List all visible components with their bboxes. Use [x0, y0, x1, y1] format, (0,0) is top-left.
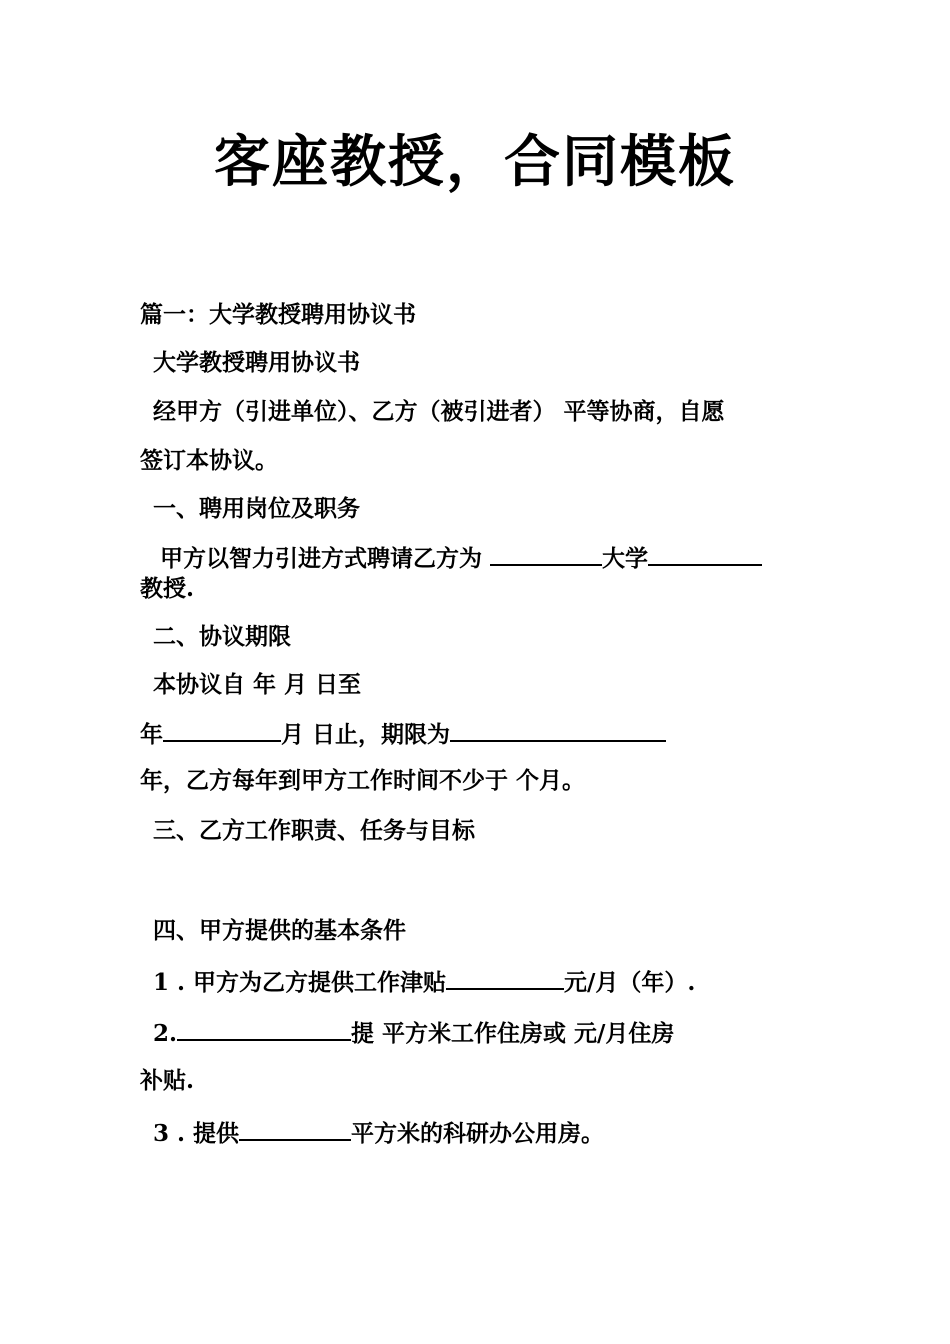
- s2-line2-b: 月 日止，期限为: [281, 721, 451, 748]
- item-1: [153, 966, 695, 998]
- blank-line: [177, 1017, 351, 1041]
- item-2-a: 2.: [153, 1020, 178, 1047]
- item-2-b: 提 平方米工作住房或 元/月住房: [351, 1020, 675, 1047]
- item-3-b: 平方米的科研办公用房。: [351, 1120, 605, 1147]
- item-2-end: 补贴.: [140, 1067, 195, 1094]
- section-2-line-2: [140, 718, 666, 750]
- blank-line: [450, 718, 666, 742]
- blank-line: [446, 966, 564, 990]
- section-3-heading: 三、乙方工作职责、任务与目标: [153, 817, 475, 844]
- intro-line-1: 经甲方（引进单位）、乙方（被引进者） 平等协商，自愿: [153, 398, 725, 425]
- section-2-line-3: 年，乙方每年到甲方工作时间不少于 个月。: [140, 767, 586, 794]
- s1-text-a: 甲方以智力引进方式聘请乙方为: [160, 545, 482, 572]
- sub-title: 大学教授聘用协议书: [153, 349, 360, 376]
- item-3: [153, 1117, 604, 1149]
- document-title: 客座教授，合同模板: [214, 130, 736, 195]
- section-2-heading: 二、协议期限: [153, 623, 291, 650]
- item-2: [153, 1017, 674, 1049]
- section-4-heading: 四、甲方提供的基本条件: [153, 917, 406, 944]
- section-1-heading: 一、聘用岗位及职务: [153, 495, 360, 522]
- intro-line-2: 签订本协议。: [140, 447, 278, 474]
- blank-line: [163, 718, 281, 742]
- section-1-text: [160, 542, 762, 574]
- item-1-a: 1 . 甲方为乙方提供工作津贴: [153, 969, 447, 996]
- item-3-a: 3 . 提供: [153, 1120, 240, 1147]
- blank-line: [648, 542, 762, 566]
- blank-line: [490, 542, 602, 566]
- section-2-line-1: 本协议自 年 月 日至: [153, 671, 362, 698]
- blank-line: [239, 1117, 351, 1141]
- section-1-text-end: 教授.: [140, 575, 195, 602]
- item-1-b: 元/月（年）.: [564, 969, 696, 996]
- s2-line2-a: 年: [140, 721, 163, 748]
- s1-text-b: 大学: [602, 545, 649, 572]
- section-heading: 篇一：大学教授聘用协议书: [140, 301, 416, 328]
